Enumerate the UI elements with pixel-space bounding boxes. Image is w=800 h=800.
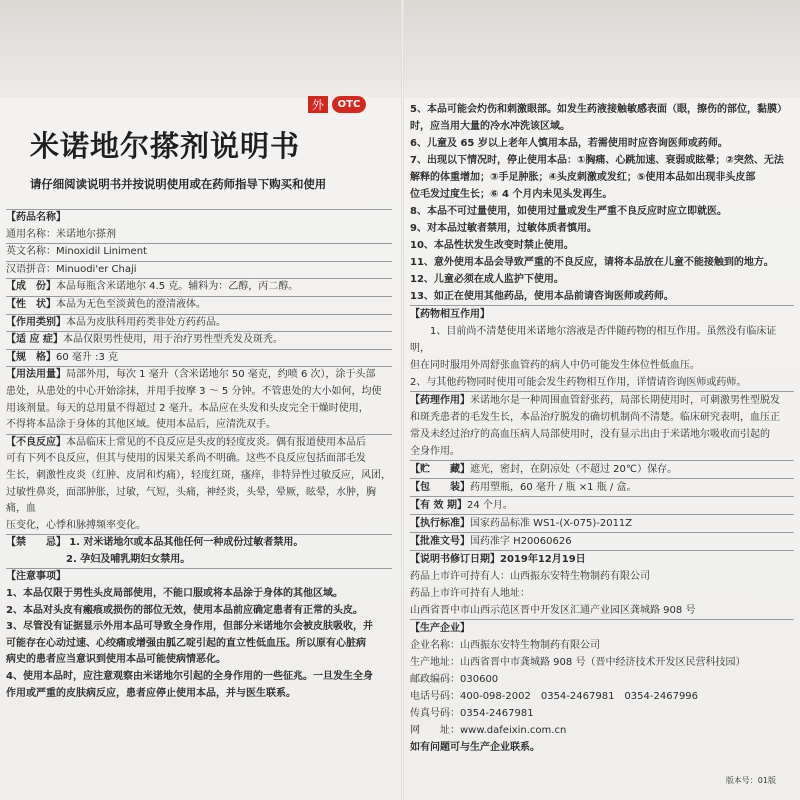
page-title: 米诺地尔搽剂说明书 xyxy=(30,129,301,163)
ingredients-label: 【成 份】 xyxy=(6,281,56,293)
pharm-line: 常及未经过治疗的高血压病人局部使用时，没有显示出由于米诺地尔吸收而引起的 xyxy=(410,429,770,440)
validity-row xyxy=(410,497,794,514)
standard-value: 国家药品标准 WS1-(X-075)-2011Z xyxy=(470,518,633,529)
adverse-line: 压变化，心悸和脉搏频率变化。 xyxy=(6,519,146,531)
spec-value: 60 毫升 :3 克 xyxy=(56,351,118,363)
caution-line: 1、本品仅限于男性头皮局部使用，不能口服或将本品涂于身体的其他区域。 xyxy=(6,588,343,600)
contra-line: 1. 对米诺地尔或本品其他任何一种成份过敏者禁用。 xyxy=(69,537,304,549)
interaction-line: 但在同时服用外周舒张血管药的病人中仍可能发生体位性低血压。 xyxy=(410,360,700,371)
approval-label: 【批准文号】 xyxy=(410,536,470,547)
pharm-line: 米诺地尔是一种周围血管舒张药，局部长期使用时，可刺激男性型脱发 xyxy=(470,395,780,406)
approval-value: 国药准字 H20060626 xyxy=(470,536,572,547)
character-value: 本品为无色至淡黄色的澄清液体。 xyxy=(56,298,206,310)
interaction-line: 1、目前尚不清楚使用米诺地尔溶液是否伴随药物的相互作用。虽然没有临床证明， xyxy=(410,326,777,354)
caution-line: 2、本品对头皮有瘢痕或损伤的部位无效，使用本品前应确定患者有正常的头皮。 xyxy=(6,604,363,616)
spec-label: 【规 格】 xyxy=(6,351,56,363)
usage-line: 患处，从患处的中心开始涂抹，并用手按摩 3 ～ 5 分钟。不管患处的大小如何，均使 xyxy=(6,385,382,397)
mah-address-label: 药品上市许可持有人地址： xyxy=(410,588,530,599)
standard-label: 【执行标准】 xyxy=(410,518,470,529)
approval-row xyxy=(410,533,794,550)
usage-line: 用该剂量。每天的总用量不得超过 2 毫升。本品应在头发和头皮完全干燥时使用， xyxy=(6,402,369,414)
interaction-label: 【药物相互作用】 xyxy=(410,309,490,320)
usage-label: 【用法用量】 xyxy=(6,369,66,381)
adverse-section xyxy=(6,435,392,535)
caution-line: 6、儿童及 65 岁以上老年人慎用本品，若需使用时应咨询医师或药师。 xyxy=(410,138,728,149)
character-row xyxy=(6,297,392,314)
caution-label: 【注意事项】 xyxy=(6,571,66,583)
adverse-label: 【不良反应】 xyxy=(6,436,66,448)
caution-line: 12、儿童必须在成人监护下使用。 xyxy=(410,274,564,285)
mah-value: 山西振东安特生物制药有限公司 xyxy=(510,571,650,582)
revision-row xyxy=(410,551,794,568)
contra-line: 2. 孕妇及哺乳期妇女禁用。 xyxy=(66,553,191,565)
caution-line: 时，应当用大量的冷水冲洗该区域。 xyxy=(410,121,570,132)
standard-row xyxy=(410,515,794,532)
fold-line xyxy=(401,0,404,800)
drug-name-header: 【药品名称】 xyxy=(6,212,66,223)
indication-label: 【适 应 症】 xyxy=(6,334,63,346)
right-column xyxy=(410,101,794,756)
english-name: 英文名称：Minoxidil Liniment xyxy=(6,246,147,258)
caution-line: 11、意外使用本品会导致严重的不良反应，请将本品放在儿童不能接触到的地方。 xyxy=(410,257,774,268)
usage-line: 不得将本品涂于身体的其他区域。使用本品后，应清洗双手。 xyxy=(6,419,276,431)
pinyin-name: 汉语拼音：Minuodi'er Chaji xyxy=(6,263,137,275)
caution-section xyxy=(6,569,392,702)
contraindication-section xyxy=(6,535,392,568)
adverse-line: 生长，刺激性皮炎（红肿、皮屑和灼痛），轻度红斑，瘙痒，非特异性过敏反应，风团， xyxy=(6,469,391,481)
mah-address: 山西省晋中市山西示范区晋中开发区汇通产业园区龚城路 908 号 xyxy=(410,605,696,616)
drug-name-section xyxy=(6,209,392,702)
pharm-line: 全身作用。 xyxy=(410,446,460,457)
category-label: 【作用类别】 xyxy=(6,316,66,328)
caution-line: 9、对本品过敏者禁用，过敏体质者慎用。 xyxy=(410,223,597,234)
package-value: 药用塑瓶，60 毫升 / 瓶 ×1 瓶 / 盒。 xyxy=(470,482,637,493)
pharm-line: 和斑秃患者的毛发生长，本品治疗脱发的确切机制尚不清楚。临床研究表明，血压正 xyxy=(410,412,780,423)
mah-row xyxy=(410,568,794,585)
company-name: 企业名称：山西振东安特生物制药有限公司 xyxy=(410,640,600,651)
interaction-line: 2、与其他药物同时使用可能会发生药物相互作用，详情请咨询医师或药师。 xyxy=(410,377,747,388)
package-row xyxy=(410,479,794,496)
external-use-badge: 外 xyxy=(308,96,328,113)
caution-line: 7、出现以下情况时，停止使用本品：①胸痛、心跳加速、衰弱或眩晕；②突然、无法 xyxy=(410,155,784,166)
ingredients-row xyxy=(6,279,392,296)
caution-line: 3、尽管没有证据显示外用本品可导致全身作用，但部分米诺地尔会被皮肤吸收，并 xyxy=(6,621,373,633)
caution-line: 4、使用本品时，应注意观察由米诺地尔引起的全身作用的一些征兆。一旦发生全身 xyxy=(6,671,373,683)
version-number: 版本号：01版 xyxy=(725,776,776,785)
pharm-label: 【药理作用】 xyxy=(410,395,470,406)
indication-value: 本品仅限男性使用，用于治疗男性型秃发及斑秃。 xyxy=(62,334,283,346)
otc-badge: OTC xyxy=(332,96,366,113)
storage-row xyxy=(410,461,794,478)
usage-line: 局部外用，每次 1 毫升（含米诺地尔 50 毫克，约喷 6 次），涂于头部 xyxy=(66,369,376,381)
spec-row xyxy=(6,350,392,367)
package-label: 【包 装】 xyxy=(410,482,470,493)
phone: 电话号码：400-098-2002 0354-2467981 0354-2467996 xyxy=(410,691,699,702)
ingredients-value: 本品每瓶含米诺地尔 4.5 克。辅料为：乙醇，丙二醇。 xyxy=(56,281,299,293)
caution-line: 13、如正在使用其他药品，使用本品前请咨询医师或药师。 xyxy=(410,291,674,302)
caution-line: 5、本品可能会灼伤和刺激眼部。如发生药液接触敏感表面（眼，擦伤的部位，黏膜） xyxy=(410,104,787,115)
storage-value: 遮光，密封，在阴凉处（不超过 20℃）保存。 xyxy=(470,464,678,475)
postcode: 邮政编码：030600 xyxy=(410,674,499,685)
category-row xyxy=(6,315,392,332)
page-subtitle: 请仔细阅读说明书并按说明使用或在药师指导下购买和使用 xyxy=(30,177,327,191)
contra-label: 【禁 忌】 xyxy=(6,537,66,549)
fax: 传真号码：0354-2467981 xyxy=(410,708,534,719)
caution-line: 可能存在心动过速、心绞痛或增强由胍乙啶引起的直立性低血压。所以原有心脏病 xyxy=(6,637,366,649)
revision-label: 【说明书修订日期】 xyxy=(410,554,500,565)
character-label: 【性 状】 xyxy=(6,298,56,310)
production-address: 生产地址：山西省晋中市龚城路 908 号（晋中经济技术开发区民营科技园） xyxy=(410,657,746,668)
adverse-line: 可有下列不良反应，但其与使用的因果关系尚不明确。这些不良反应包括面部毛发 xyxy=(6,453,366,465)
generic-name: 通用名称：米诺地尔搽剂 xyxy=(6,228,116,240)
category-value: 本品为皮肤科用药类非处方药药品。 xyxy=(66,316,226,328)
caution-line: 8、本品不可过量使用，如使用过量或发生严重不良反应时应立即就医。 xyxy=(410,206,727,217)
manufacturer-label: 【生产企业】 xyxy=(410,623,470,634)
indication-row xyxy=(6,332,392,349)
validity-value: 24 个月。 xyxy=(466,500,513,511)
contact-note: 如有问题可与生产企业联系。 xyxy=(410,742,540,753)
adverse-line: 本品临床上常见的不良反应是头皮的轻度皮炎。偶有报道使用本品后 xyxy=(66,436,366,448)
caution-line: 解释的体重增加；③手足肿胀；④头皮刺激或发红；⑤使用本品如出现非头皮部 xyxy=(410,172,756,183)
validity-label: 【有 效 期】 xyxy=(410,500,467,511)
caution-line: 作用或严重的皮肤病反应，患者应停止使用本品，并与医生联系。 xyxy=(6,687,296,699)
usage-section xyxy=(6,367,392,433)
adverse-line: 过敏性鼻炎，面部肿胀，过敏，气短，头痛，神经炎，头晕，晕厥，眩晕，水肿，胸痛，血 xyxy=(6,486,376,515)
classification-badges xyxy=(308,96,366,113)
website: 网 址：www.dafeixin.com.cn xyxy=(410,725,567,736)
mah-label: 药品上市许可持有人： xyxy=(410,571,510,582)
caution-line: 10、本品性状发生改变时禁止使用。 xyxy=(410,240,574,251)
storage-label: 【贮 藏】 xyxy=(410,464,470,475)
revision-value: 2019年12月19日 xyxy=(500,554,586,565)
previous-panel-strip xyxy=(0,0,800,98)
caution-line: 位毛发过度生长；⑥ 4 个月内未见头发再生。 xyxy=(410,189,613,200)
caution-line: 病史的患者应当意识到使用本品可能使病情恶化。 xyxy=(6,654,226,666)
